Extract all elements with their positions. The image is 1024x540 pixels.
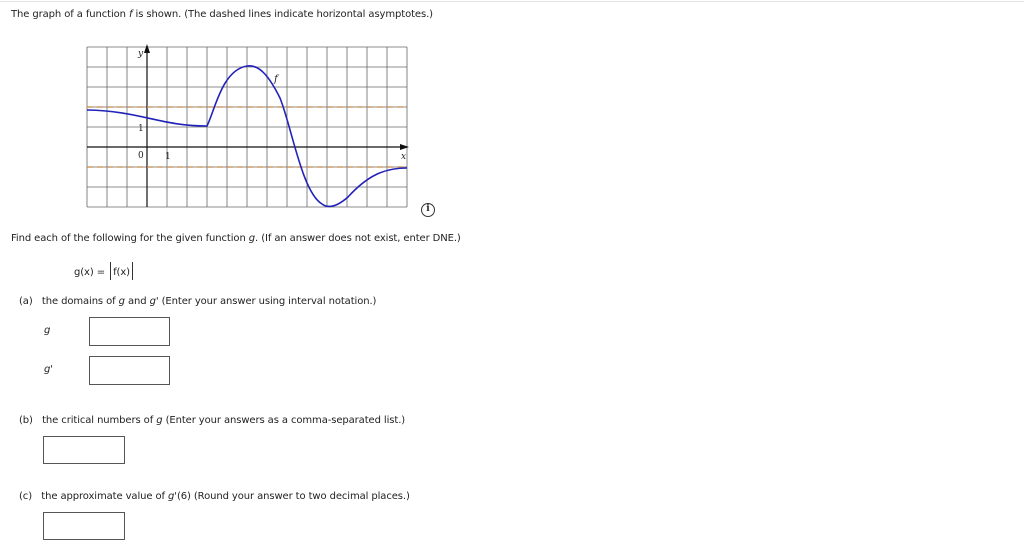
y-axis-arrow [144,44,150,53]
part-c-prompt: (c) the approximate value of g'(6) (Round your answer to two decimal places.) [19,491,410,502]
part-a-gprime-label: g' [44,364,53,375]
gprime-6-input[interactable] [43,512,125,540]
info-icon[interactable]: i [421,203,435,217]
domain-gprime-input[interactable] [89,356,170,385]
part-a-prompt: (a) the domains of g and g' (Enter your answer using interval notation.) [19,296,377,307]
function-graph [80,40,420,215]
y-tick-label-1: 1 [138,124,144,134]
intro-text: The graph of a function f is shown. (The dashed lines indicate horizontal asymptotes.) [11,9,433,20]
x-tick-label-1: 1 [165,152,171,162]
top-divider [0,1,1024,2]
x-axis-arrow [400,144,409,150]
y-axis-label: y [138,49,144,59]
axes [87,48,405,207]
part-a-g-label: g [44,325,51,336]
part-b-prompt: (b) the critical numbers of g (Enter your answers as a comma-separated list.) [19,415,406,426]
instructions-text: Find each of the following for the given function g. (If an answer does not exist, enter DNE.) [11,233,461,244]
abs-bar-right [132,262,133,280]
domain-g-input[interactable] [89,317,170,346]
curve-label-f: f [274,74,278,85]
origin-label: 0 [138,151,144,161]
critical-numbers-input[interactable] [43,436,125,464]
grid [87,47,407,207]
abs-bar-left [110,262,111,280]
x-axis-label: x [401,152,407,162]
function-definition: g(x) = f(x) [74,262,135,280]
